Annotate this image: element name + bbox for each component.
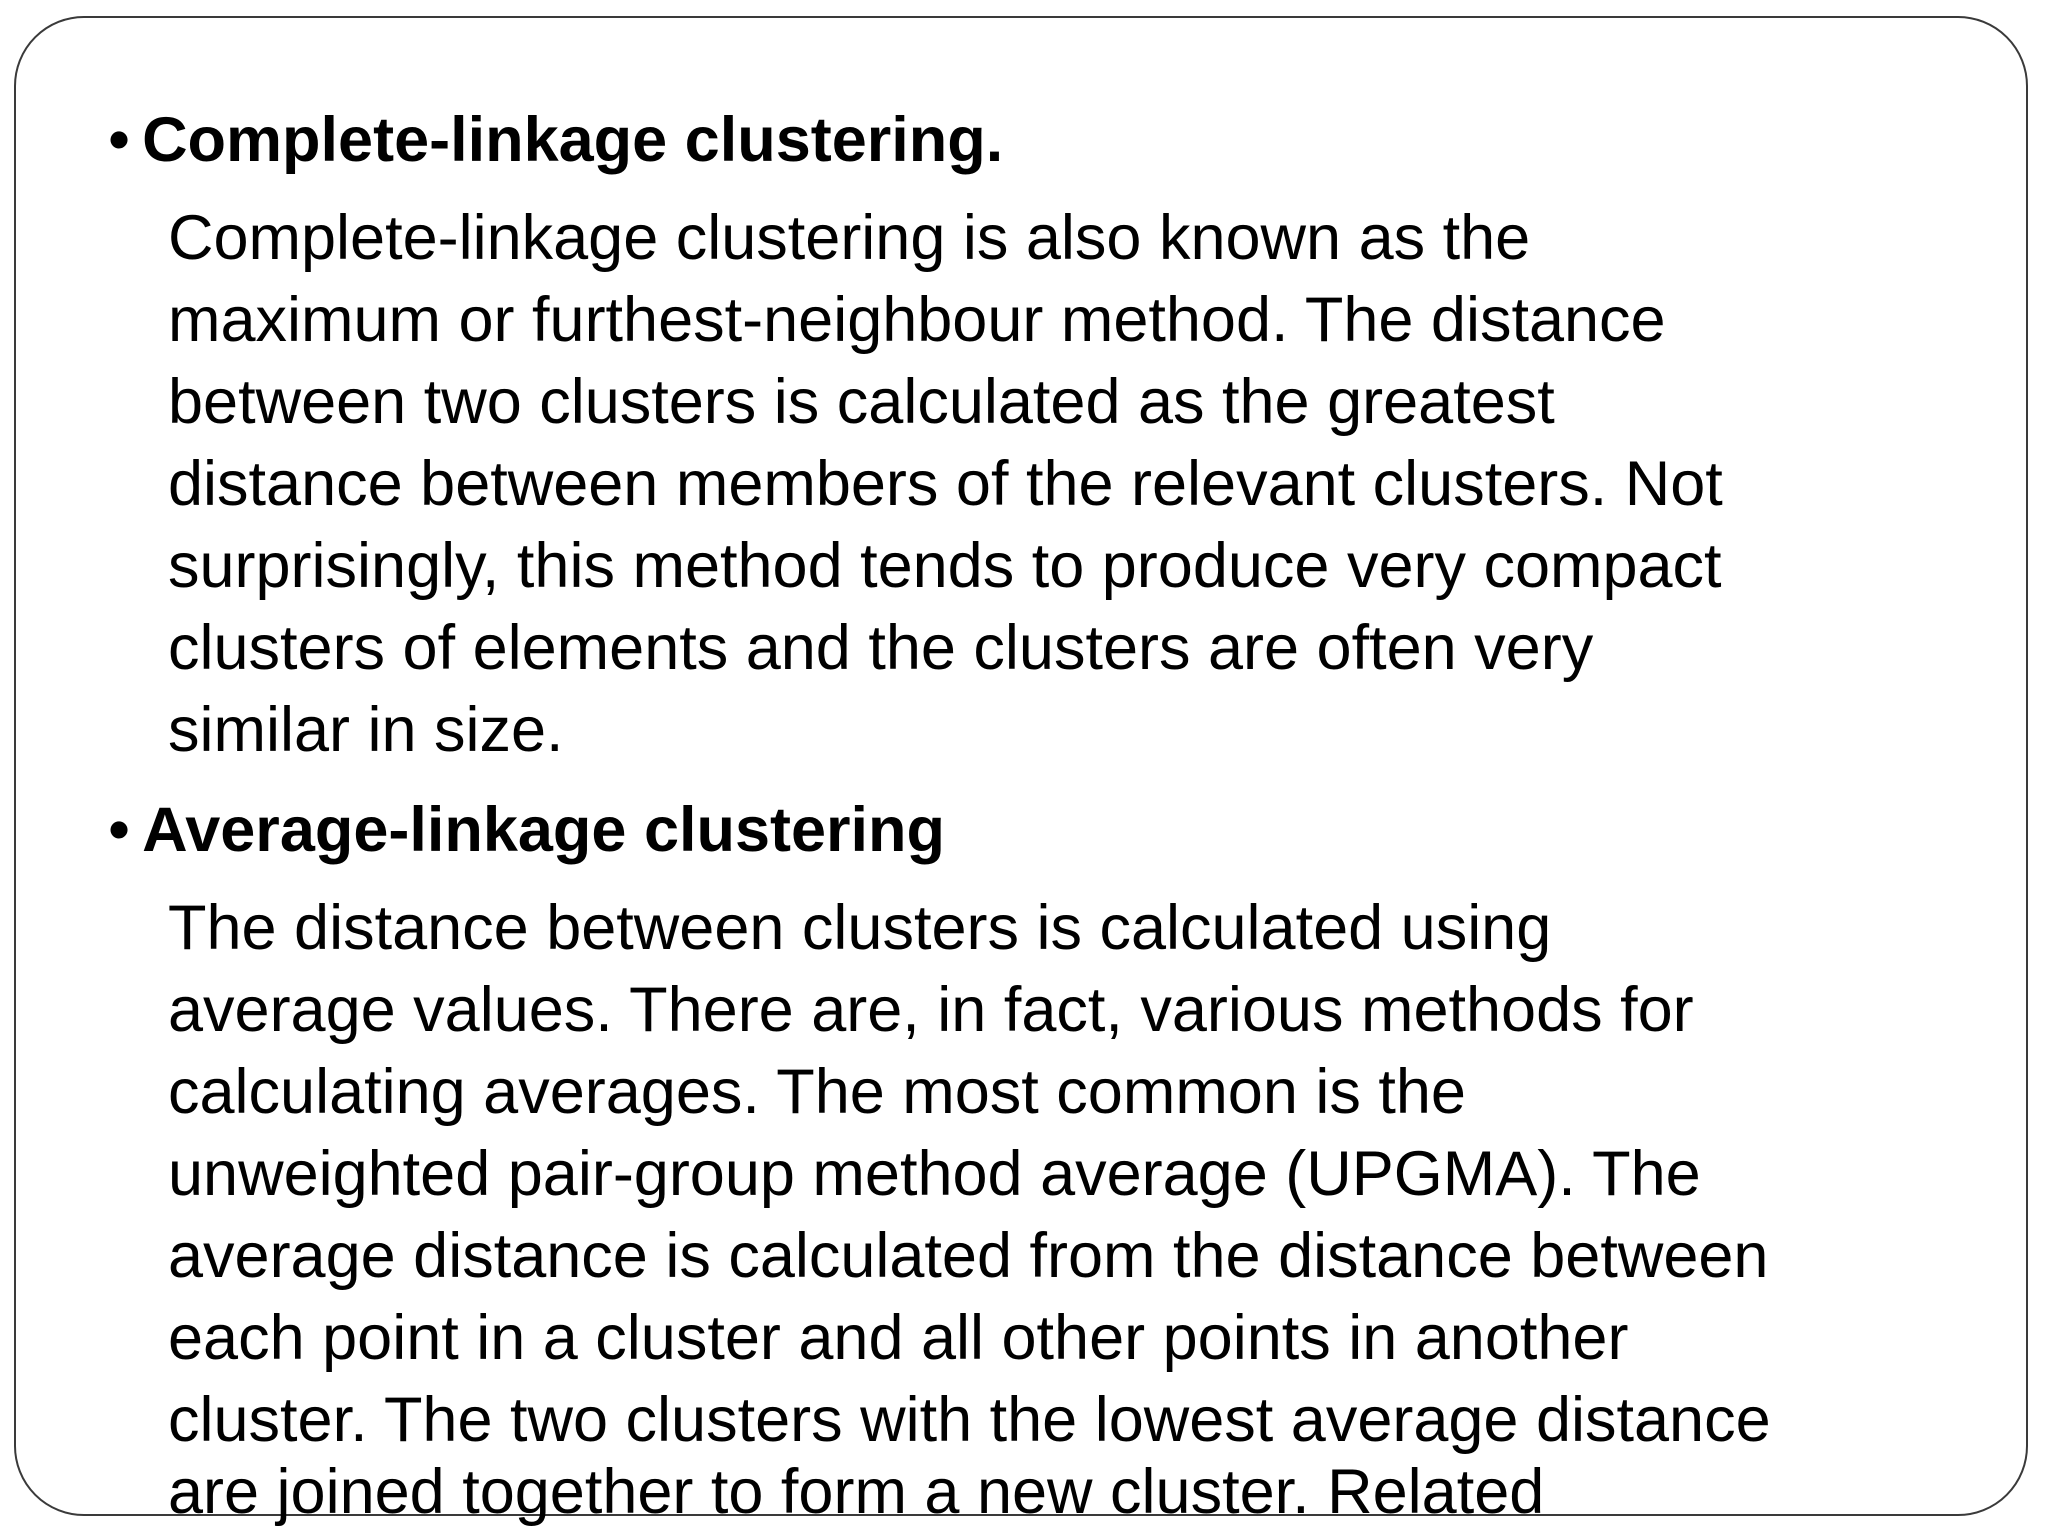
body-line: clusters of elements and the clusters are often very <box>168 613 1594 683</box>
body-line: The distance between clusters is calculated using <box>168 893 1552 963</box>
body-line: each point in a cluster and all other points in another <box>168 1303 1629 1373</box>
body-line: average values. There are, in fact, various methods for <box>168 975 1694 1045</box>
body-line: similar in size. <box>168 695 564 765</box>
body-line: calculating averages. The most common is the <box>168 1057 1466 1127</box>
body-line: are joined together to form a new cluster. Related <box>168 1457 1545 1527</box>
body-line: Complete-linkage clustering is also known as the <box>168 203 1531 273</box>
body-line: cluster. The two clusters with the lowest average distance <box>168 1385 1771 1455</box>
body-line: unweighted pair-group method average (UPGMA). The <box>168 1139 1701 1209</box>
section-heading-complete-linkage <box>108 100 1003 180</box>
body-line: average distance is calculated from the distance between <box>168 1221 1769 1291</box>
bullet-icon: • <box>108 795 131 865</box>
body-line: distance between members of the relevant clusters. Not <box>168 449 1723 519</box>
bullet-icon: • <box>108 105 131 175</box>
heading-text: Complete-linkage clustering. <box>142 105 1004 175</box>
body-line: surprisingly, this method tends to produce very compact <box>168 531 1722 601</box>
section-heading-average-linkage <box>108 790 945 870</box>
body-line: maximum or furthest-neighbour method. The distance <box>168 285 1666 355</box>
heading-text: Average-linkage clustering <box>142 795 946 865</box>
body-line: between two clusters is calculated as the greatest <box>168 367 1555 437</box>
